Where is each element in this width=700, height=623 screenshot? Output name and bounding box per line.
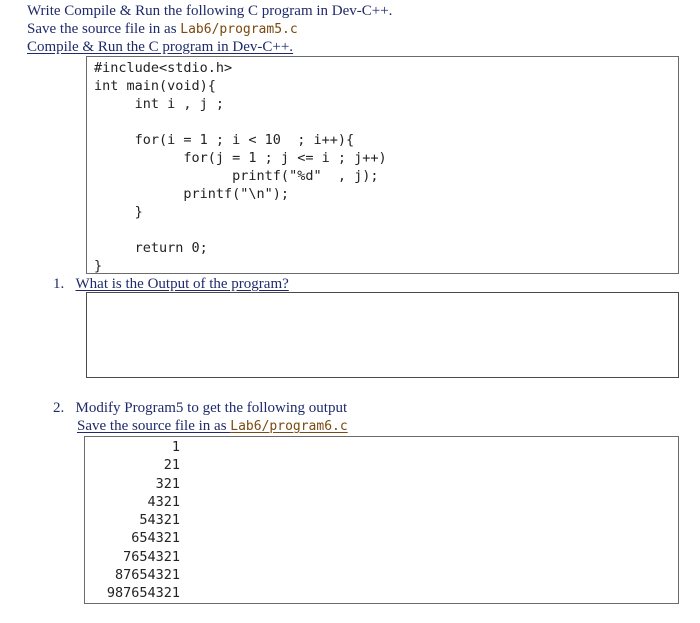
code-block [94,59,387,275]
instruction-line-1: Write Compile & Run the following C program in Dev-C++. [27,3,393,19]
code-line: } [94,204,143,220]
instruction-save-prefix: Save the source file in as [27,21,181,37]
question-2-text: Modify Program5 to get the following output [75,400,348,416]
output-line: 4321 [147,493,180,510]
output-line: 1 [171,439,180,455]
code-line: printf("%d" , j); [94,168,379,184]
code-line: printf("\n"); [94,186,290,202]
answer-box-1[interactable] [86,292,679,378]
instruction-line-3 [27,38,293,56]
output-line: 21 [163,457,180,474]
question-2-save-line [77,418,348,435]
code-line: return 0; [94,240,208,256]
expected-output [84,438,180,603]
code-line: for(i = 1 ; i < 10 ; i++){ [94,132,355,148]
output-line: 7654321 [123,548,180,565]
output-line: 87654321 [114,567,180,584]
question-1 [53,276,289,293]
output-line: 321 [155,475,180,492]
output-line: 654321 [131,530,180,547]
question-2 [53,400,347,417]
code-line: int main(void){ [94,78,216,94]
output-line: 54321 [139,512,180,529]
code-line: for(j = 1 ; j <= i ; j++) [94,150,387,166]
code-line: } [94,258,103,274]
question-1-text: What is the Output of the program? [75,276,289,292]
code-line: #include<stdio.h> [94,60,233,76]
code-line: int i , j ; [94,96,225,112]
question-2-save-prefix: Save the source file in as [77,418,231,434]
source-filename: Lab6/program5.c [180,22,298,37]
question-1-number: 1. [53,276,65,292]
output-line: 987654321 [106,585,180,602]
question-2-filename: Lab6/program6.c [230,419,348,434]
code-line [94,221,387,239]
instruction-compile-text: Compile & Run the C program in Dev-C++. [27,39,294,55]
question-2-number: 2. [53,400,65,416]
instruction-line-2 [27,20,298,39]
code-line [94,113,387,131]
